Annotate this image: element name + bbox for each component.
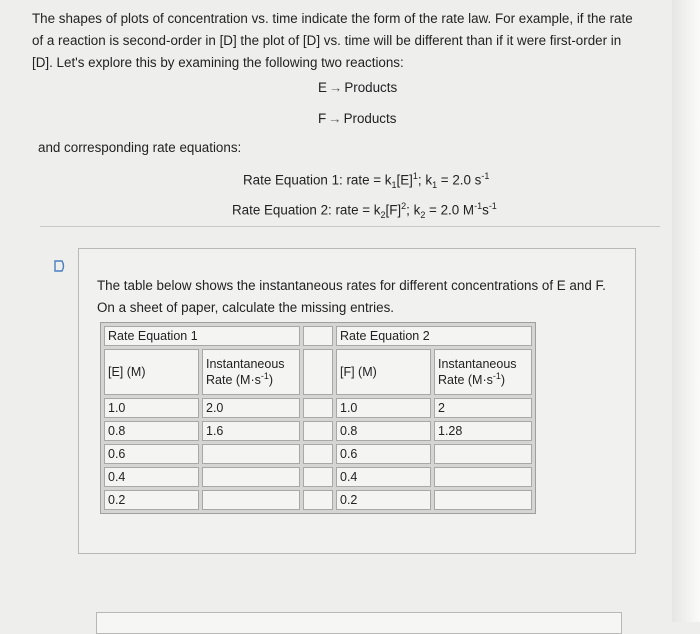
- reactant-f: F: [318, 111, 327, 126]
- rates-table: [100, 322, 536, 514]
- spacer-cell: [303, 444, 333, 464]
- cell-rate2[interactable]: 1.28: [434, 421, 532, 441]
- table-row: [104, 421, 532, 441]
- cell-f: 0.2: [336, 490, 431, 510]
- intro-paragraph: The shapes of plots of concentration vs. time indicate the form of the rate law. For example, if the rate of a reaction is second-order in [D] the plot of [D] vs. time will be different than if it were first-order in [D]. Let's explore this by examining the following two reactions:: [32, 11, 633, 70]
- and-text: and corresponding rate equations:: [38, 140, 242, 155]
- cell-f: 0.6: [336, 444, 431, 464]
- divider: [40, 226, 660, 227]
- spacer-cell: [303, 467, 333, 487]
- cell-rate1[interactable]: [202, 467, 300, 487]
- answer-box[interactable]: [96, 612, 622, 634]
- product-label: Products: [343, 111, 397, 126]
- product-label: Products: [344, 80, 398, 95]
- column-header-e: [E] (M): [104, 349, 199, 395]
- cell-f: 0.8: [336, 421, 431, 441]
- reaction-e: [318, 80, 397, 95]
- group-header-2: Rate Equation 2: [336, 326, 532, 346]
- reactant-e: E: [318, 80, 327, 95]
- rate-equation-2: Rate Equation 2: rate = $k_2[F]^2$; $k_2 = 2.0$ $M^{-1}s^{-1}$: [232, 201, 497, 221]
- cell-e: 0.8: [104, 421, 199, 441]
- reaction-f: [318, 111, 396, 126]
- arrow-icon: →: [328, 80, 343, 95]
- cell-rate1[interactable]: 1.6: [202, 421, 300, 441]
- cell-f: 1.0: [336, 398, 431, 418]
- table-row: [104, 467, 532, 487]
- spacer-cell: [303, 349, 333, 395]
- cell-rate1[interactable]: [202, 444, 300, 464]
- cell-f: 0.4: [336, 467, 431, 487]
- column-header-f: [F] (M): [336, 349, 431, 395]
- cell-rate2[interactable]: [434, 490, 532, 510]
- column-header-rate1: Instantaneous Rate $(M\cdot s^{-1})$: [202, 349, 300, 395]
- cell-e: 0.2: [104, 490, 199, 510]
- arrow-icon: →: [328, 111, 342, 126]
- cell-rate2[interactable]: [434, 444, 532, 464]
- spacer-cell: [303, 421, 333, 441]
- table-row: [104, 398, 532, 418]
- cell-rate2[interactable]: [434, 467, 532, 487]
- question-box: [78, 248, 636, 554]
- cell-rate2[interactable]: 2: [434, 398, 532, 418]
- spacer-cell: [303, 398, 333, 418]
- rate-equation-1: Rate Equation 1: rate = $k_1[E]^1$; $k_1 = 2.0$ $s^{-1}$: [243, 171, 490, 191]
- table-row: [104, 490, 532, 510]
- flag-icon[interactable]: [54, 260, 66, 272]
- cell-e: 1.0: [104, 398, 199, 418]
- question-text: The table below shows the instantaneous rates for different concentrations of E and F. On a sheet of paper, calculate the missing entries.: [97, 278, 606, 315]
- column-header-rate2: Instantaneous Rate $(M\cdot s^{-1})$: [434, 349, 532, 395]
- cell-rate1[interactable]: [202, 490, 300, 510]
- cell-rate1[interactable]: 2.0: [202, 398, 300, 418]
- table-row: [104, 444, 532, 464]
- cell-e: 0.4: [104, 467, 199, 487]
- group-header-1: Rate Equation 1: [104, 326, 300, 346]
- page-edge: [672, 0, 700, 622]
- spacer-cell: [303, 326, 333, 346]
- cell-e: 0.6: [104, 444, 199, 464]
- spacer-cell: [303, 490, 333, 510]
